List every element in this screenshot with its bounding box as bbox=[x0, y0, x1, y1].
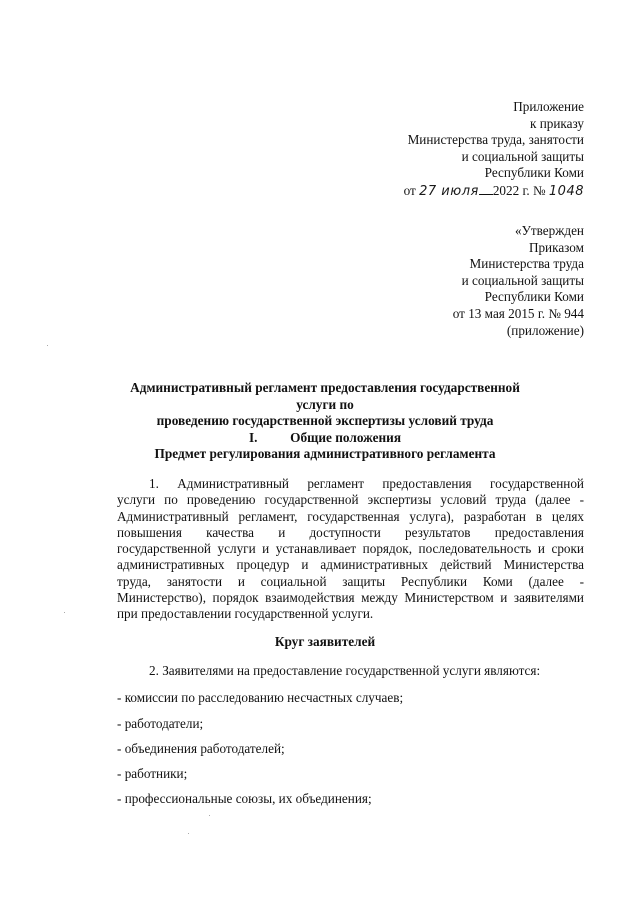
approval-line: и социальной защиты bbox=[461, 272, 584, 288]
section-heading bbox=[110, 430, 540, 447]
paragraph-line: административных процедур и административных действий Министерства bbox=[117, 557, 584, 573]
approval-line: Республики Коми bbox=[484, 289, 584, 305]
approval-line: от 13 мая 2015 г. № 944 bbox=[452, 305, 584, 321]
approval-line: Министерства труда bbox=[469, 256, 584, 272]
paragraph-line: Министерство), порядок взаимодействия между Министерством и заявителями bbox=[117, 590, 584, 606]
handwritten-date: 27 июля bbox=[419, 183, 479, 199]
paragraph-line: труда, занятости и социальной защиты Республики Коми (далее - bbox=[117, 573, 584, 589]
annex-line: Приложение bbox=[513, 99, 584, 114]
date-blank bbox=[419, 183, 493, 198]
list-item: - работодатели; bbox=[117, 716, 204, 731]
paragraph-1 bbox=[117, 476, 584, 623]
paragraph-line: Административный регламент, государственная услуга), разработан в целях bbox=[117, 508, 584, 524]
handwritten-number: 1048 bbox=[548, 183, 584, 199]
section-title: Общие положения bbox=[290, 430, 402, 445]
paragraph-line: при предоставлении государственной услуги. bbox=[117, 606, 374, 622]
scan-speck bbox=[64, 612, 65, 613]
annex-header bbox=[404, 99, 584, 201]
paragraph-2: 2. Заявителями на предоставление государственной услуги являются: bbox=[149, 663, 541, 678]
document-title-line: проведению государственной экспертизы условий труда bbox=[156, 413, 494, 428]
scan-speck bbox=[188, 833, 189, 834]
scan-speck bbox=[47, 345, 48, 346]
annex-line: Республики Коми bbox=[484, 165, 584, 181]
list-item: - комиссии по расследованию несчастных случаев; bbox=[117, 690, 404, 705]
approval-line: «Утвержден bbox=[514, 223, 584, 238]
list-item: - объединения работодателей; bbox=[117, 741, 285, 756]
annex-line: к приказу bbox=[530, 115, 584, 131]
annex-date-line bbox=[404, 182, 584, 201]
annex-line: и социальной защиты bbox=[461, 148, 584, 164]
approval-line: (приложение) bbox=[506, 322, 584, 338]
section-number: I. bbox=[248, 430, 258, 445]
number-blank bbox=[549, 183, 584, 198]
approval-block bbox=[453, 223, 584, 339]
document-title-line: Административный регламент предоставления государственной услуги по bbox=[130, 380, 520, 412]
paragraph-line: 1. Административный регламент предоставления государственной bbox=[149, 476, 584, 491]
list-item: - профессиональные союзы, их объединения; bbox=[117, 791, 372, 806]
scan-speck bbox=[209, 815, 210, 816]
list-item: - работники; bbox=[117, 766, 188, 781]
date-prefix: от bbox=[403, 182, 416, 198]
paragraph-line: услуги по проведению государственной экспертизы условий труда (далее - bbox=[117, 492, 584, 508]
date-suffix: 2022 г. № bbox=[492, 182, 546, 198]
approval-line: Приказом bbox=[528, 239, 584, 255]
document-title bbox=[110, 380, 540, 430]
annex-line: Министерства труда, занятости bbox=[407, 132, 584, 148]
subsection-heading: Предмет регулирования административного регламента bbox=[154, 446, 496, 461]
paragraph-line: повышения качества и доступности результатов предоставления bbox=[117, 524, 584, 540]
paragraph-line: государственной услуги и устанавливает порядок, последовательность и сроки bbox=[117, 541, 584, 557]
applicants-heading: Круг заявителей bbox=[274, 634, 376, 649]
